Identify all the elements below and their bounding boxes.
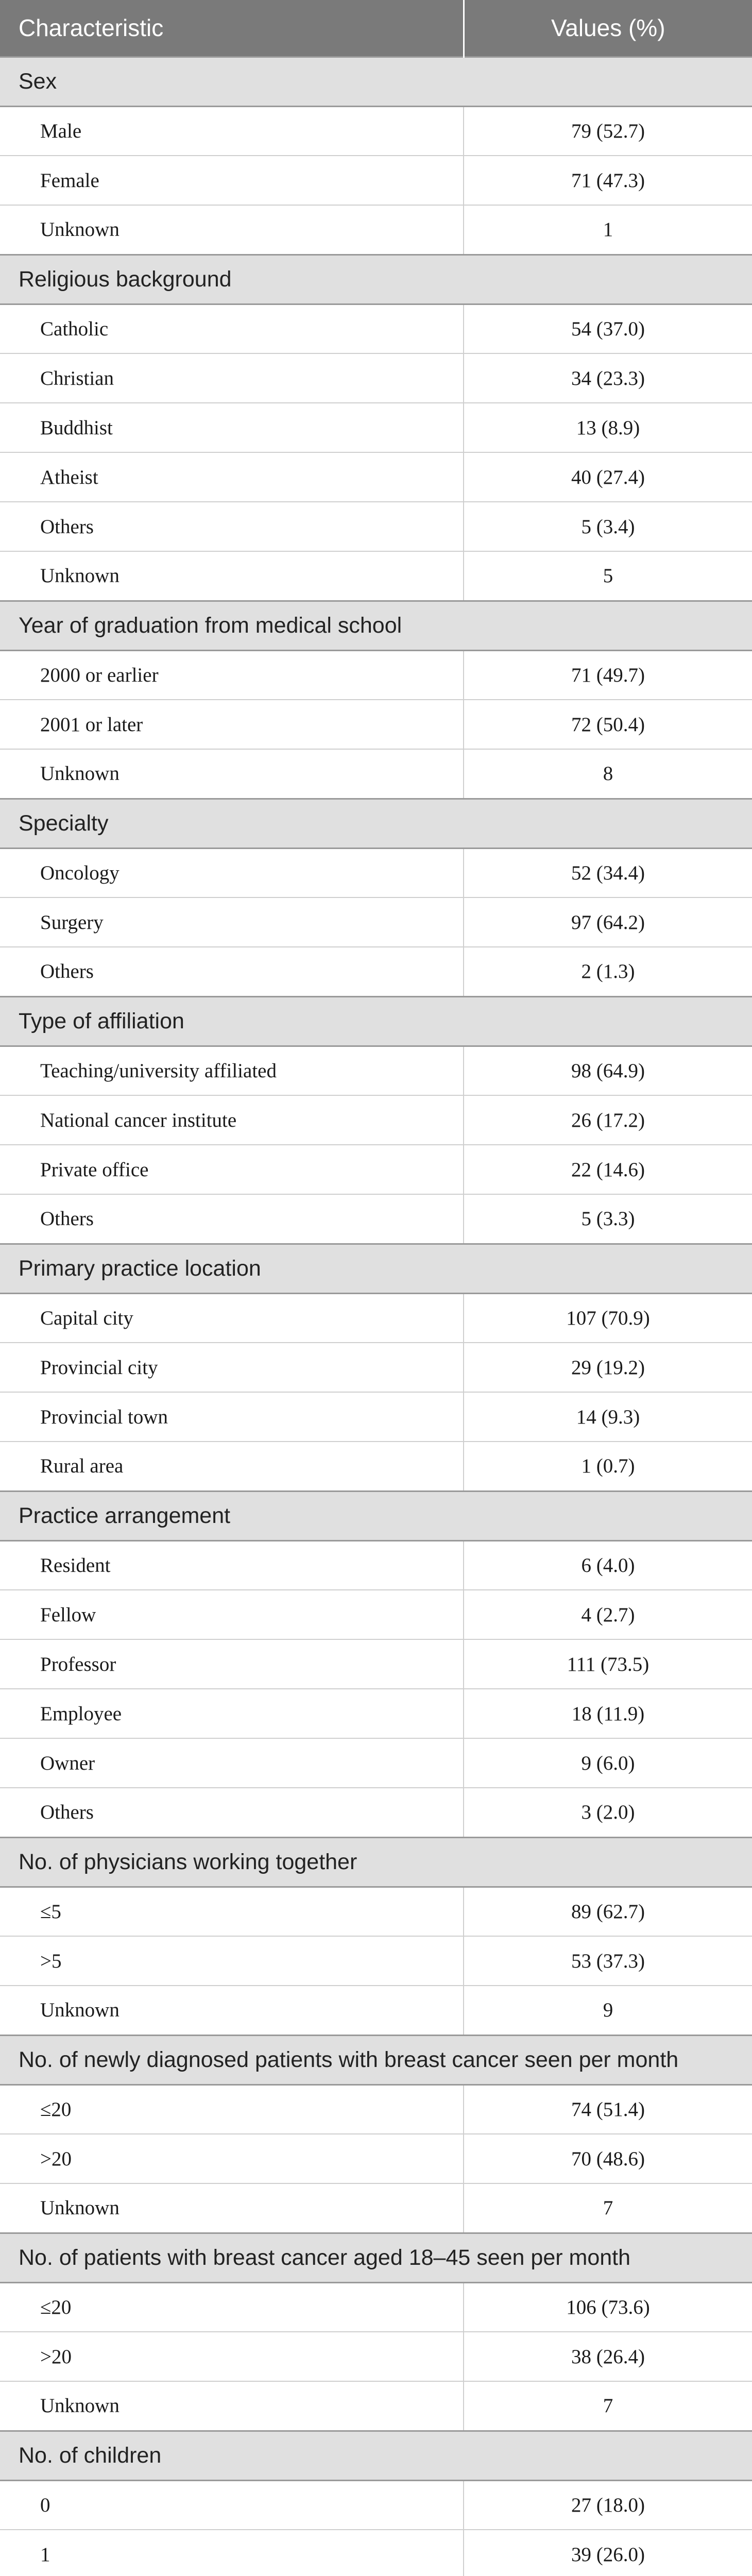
- group-header-row: [0, 1491, 752, 1540]
- row-label: Unknown: [0, 2381, 464, 2431]
- row-label: >5: [0, 1936, 464, 1986]
- row-label: Surgery: [0, 897, 464, 947]
- row-value: 38 (26.4): [464, 2332, 752, 2381]
- row-value: 39 (26.0): [464, 2530, 752, 2576]
- table-row: [0, 2530, 752, 2576]
- group-title: Type of affiliation: [0, 996, 752, 1046]
- row-label: Unknown: [0, 205, 464, 255]
- group-header-row: [0, 1837, 752, 1887]
- row-label: National cancer institute: [0, 1095, 464, 1145]
- table-row: [0, 551, 752, 601]
- row-value: 7: [464, 2381, 752, 2431]
- table-row: [0, 2381, 752, 2431]
- table-row: [0, 403, 752, 452]
- group-title: No. of newly diagnosed patients with breast cancer seen per month: [0, 2035, 752, 2084]
- row-label: 2001 or later: [0, 700, 464, 749]
- row-value: 5: [464, 551, 752, 601]
- row-label: Provincial town: [0, 1392, 464, 1442]
- table-row: [0, 1540, 752, 1590]
- row-value: 34 (23.3): [464, 353, 752, 403]
- group-title: Practice arrangement: [0, 1491, 752, 1540]
- group-header-row: [0, 1244, 752, 1293]
- row-label: Others: [0, 502, 464, 551]
- row-value: 6 (4.0): [464, 1540, 752, 1590]
- group-header-row: [0, 57, 752, 106]
- header-values: Values (%): [464, 0, 752, 57]
- group-title: Year of graduation from medical school: [0, 601, 752, 650]
- row-label: Others: [0, 947, 464, 996]
- row-label: Unknown: [0, 1986, 464, 2035]
- table-row: [0, 106, 752, 156]
- table-row: [0, 2332, 752, 2381]
- row-label: Provincial city: [0, 1343, 464, 1392]
- row-label: Capital city: [0, 1293, 464, 1343]
- row-value: 5 (3.4): [464, 502, 752, 551]
- row-label: Unknown: [0, 749, 464, 799]
- group-header-row: [0, 799, 752, 848]
- group-title: Specialty: [0, 799, 752, 848]
- table-row: [0, 2084, 752, 2134]
- row-label: Professor: [0, 1639, 464, 1689]
- row-label: ≤20: [0, 2084, 464, 2134]
- row-value: 29 (19.2): [464, 1343, 752, 1392]
- group-header-row: [0, 2431, 752, 2480]
- table-header-row: [0, 0, 752, 57]
- table-row: [0, 353, 752, 403]
- table-row: [0, 1095, 752, 1145]
- table-row: [0, 1442, 752, 1491]
- table-row: [0, 1392, 752, 1442]
- row-value: 89 (62.7): [464, 1887, 752, 1936]
- table-row: [0, 1689, 752, 1738]
- header-characteristic: Characteristic: [0, 0, 464, 57]
- row-label: Rural area: [0, 1442, 464, 1491]
- row-label: Others: [0, 1788, 464, 1837]
- row-label: Owner: [0, 1738, 464, 1788]
- row-label: ≤5: [0, 1887, 464, 1936]
- row-value: 79 (52.7): [464, 106, 752, 156]
- row-value: 74 (51.4): [464, 2084, 752, 2134]
- row-value: 53 (37.3): [464, 1936, 752, 1986]
- row-value: 54 (37.0): [464, 304, 752, 353]
- row-label: Private office: [0, 1145, 464, 1194]
- table-row: [0, 156, 752, 205]
- row-value: 8: [464, 749, 752, 799]
- table-body: [0, 57, 752, 2576]
- row-value: 52 (34.4): [464, 848, 752, 897]
- row-value: 26 (17.2): [464, 1095, 752, 1145]
- row-label: Catholic: [0, 304, 464, 353]
- table-row: [0, 205, 752, 255]
- row-label: Teaching/university affiliated: [0, 1046, 464, 1095]
- group-title: Religious background: [0, 255, 752, 304]
- row-value: 4 (2.7): [464, 1590, 752, 1639]
- row-value: 1 (0.7): [464, 1442, 752, 1491]
- row-value: 71 (47.3): [464, 156, 752, 205]
- row-label: Fellow: [0, 1590, 464, 1639]
- table-row: [0, 1639, 752, 1689]
- table-row: [0, 1887, 752, 1936]
- row-value: 1: [464, 205, 752, 255]
- row-value: 18 (11.9): [464, 1689, 752, 1738]
- row-value: 9: [464, 1986, 752, 2035]
- group-title: No. of patients with breast cancer aged 18–45 seen per month: [0, 2233, 752, 2282]
- row-label: >20: [0, 2332, 464, 2381]
- table-row: [0, 1145, 752, 1194]
- table-row: [0, 1738, 752, 1788]
- row-label: Oncology: [0, 848, 464, 897]
- table-row: [0, 650, 752, 700]
- row-label: ≤20: [0, 2282, 464, 2332]
- row-label: Atheist: [0, 452, 464, 502]
- row-value: 106 (73.6): [464, 2282, 752, 2332]
- table-row: [0, 1590, 752, 1639]
- table-row: [0, 1343, 752, 1392]
- row-value: 111 (73.5): [464, 1639, 752, 1689]
- row-label: Resident: [0, 1540, 464, 1590]
- row-value: 5 (3.3): [464, 1194, 752, 1244]
- row-value: 13 (8.9): [464, 403, 752, 452]
- table-row: [0, 897, 752, 947]
- row-value: 7: [464, 2183, 752, 2233]
- table-row: [0, 848, 752, 897]
- group-title: No. of physicians working together: [0, 1837, 752, 1887]
- row-label: 1: [0, 2530, 464, 2576]
- row-label: Male: [0, 106, 464, 156]
- table-row: [0, 749, 752, 799]
- row-value: 22 (14.6): [464, 1145, 752, 1194]
- row-value: 72 (50.4): [464, 700, 752, 749]
- row-label: Female: [0, 156, 464, 205]
- row-value: 71 (49.7): [464, 650, 752, 700]
- row-label: Unknown: [0, 2183, 464, 2233]
- table-row: [0, 1046, 752, 1095]
- row-value: 3 (2.0): [464, 1788, 752, 1837]
- row-value: 14 (9.3): [464, 1392, 752, 1442]
- row-value: 2 (1.3): [464, 947, 752, 996]
- row-label: Buddhist: [0, 403, 464, 452]
- row-label: Christian: [0, 353, 464, 403]
- group-title: Primary practice location: [0, 1244, 752, 1293]
- row-label: Others: [0, 1194, 464, 1244]
- row-label: >20: [0, 2134, 464, 2183]
- row-value: 40 (27.4): [464, 452, 752, 502]
- group-header-row: [0, 255, 752, 304]
- table-row: [0, 304, 752, 353]
- table-row: [0, 502, 752, 551]
- row-value: 98 (64.9): [464, 1046, 752, 1095]
- group-header-row: [0, 2233, 752, 2282]
- table-row: [0, 452, 752, 502]
- table-row: [0, 1293, 752, 1343]
- group-header-row: [0, 996, 752, 1046]
- table-row: [0, 2183, 752, 2233]
- table-row: [0, 1788, 752, 1837]
- row-value: 97 (64.2): [464, 897, 752, 947]
- table-row: [0, 1986, 752, 2035]
- table-row: [0, 2282, 752, 2332]
- table-row: [0, 2480, 752, 2530]
- table-row: [0, 2134, 752, 2183]
- row-value: 70 (48.6): [464, 2134, 752, 2183]
- group-title: No. of children: [0, 2431, 752, 2480]
- group-header-row: [0, 2035, 752, 2084]
- row-label: 2000 or earlier: [0, 650, 464, 700]
- row-label: Employee: [0, 1689, 464, 1738]
- table-row: [0, 700, 752, 749]
- group-title: Sex: [0, 57, 752, 106]
- row-label: 0: [0, 2480, 464, 2530]
- table-row: [0, 947, 752, 996]
- row-label: Unknown: [0, 551, 464, 601]
- row-value: 107 (70.9): [464, 1293, 752, 1343]
- table-row: [0, 1936, 752, 1986]
- group-header-row: [0, 601, 752, 650]
- table-row: [0, 1194, 752, 1244]
- row-value: 9 (6.0): [464, 1738, 752, 1788]
- row-value: 27 (18.0): [464, 2480, 752, 2530]
